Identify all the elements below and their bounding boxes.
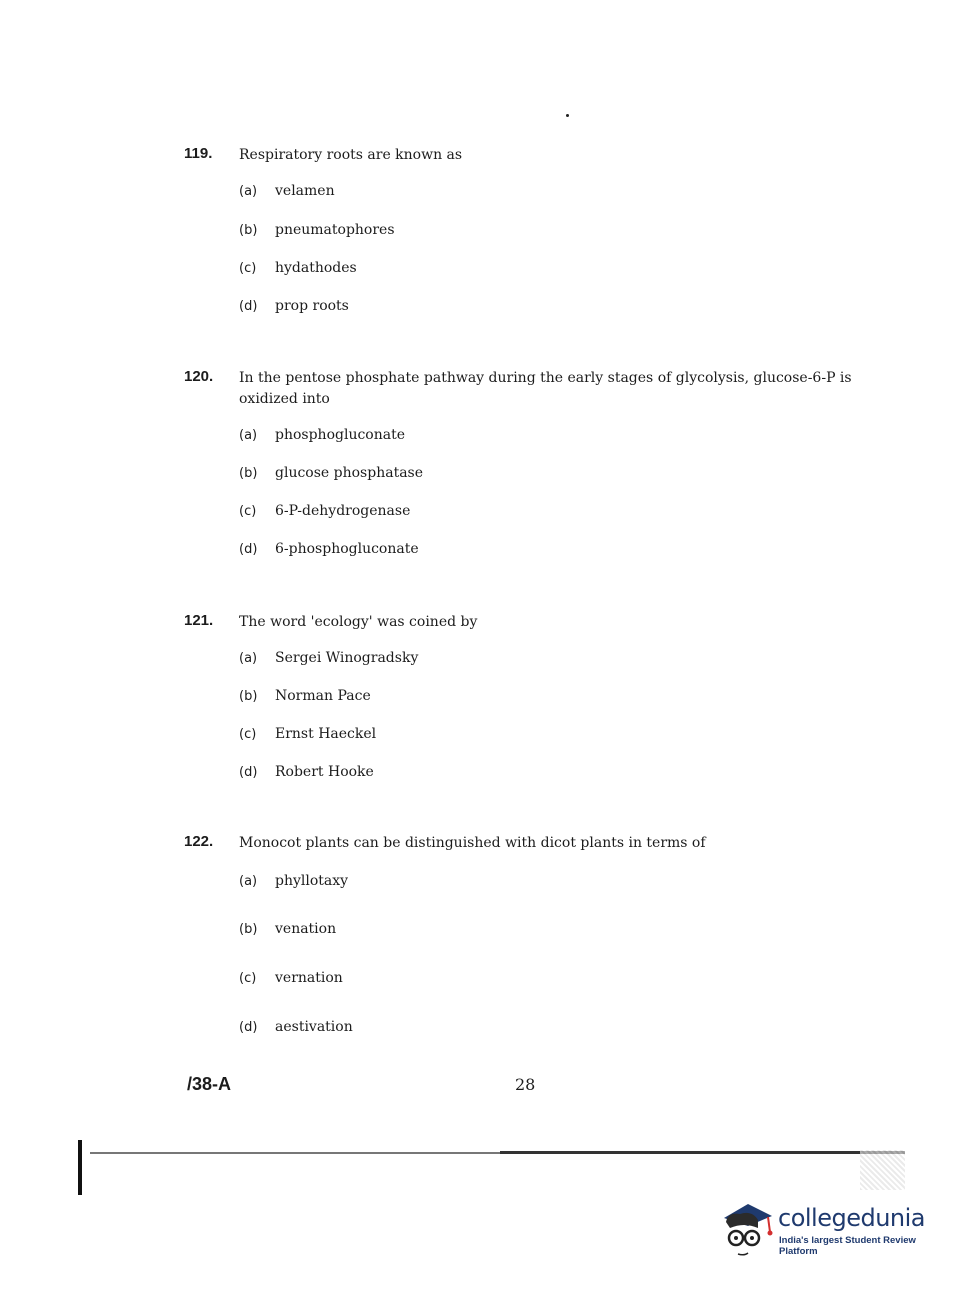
option-letter: (d) (239, 1020, 258, 1035)
option-d (239, 764, 374, 784)
option-text: Norman Pace (275, 688, 371, 704)
brand-name: collegedunia (778, 1204, 926, 1232)
question-text: The word 'ecology' was coined by (239, 614, 478, 630)
question-number: 121. (184, 612, 214, 629)
option-text: phosphogluconate (275, 427, 405, 443)
option-b (239, 921, 336, 941)
option-letter: (b) (239, 466, 258, 481)
option-a (239, 183, 335, 203)
question-number: 122. (184, 833, 214, 850)
option-text: Ernst Haeckel (275, 726, 377, 742)
option-d (239, 1019, 353, 1039)
option-letter: (c) (239, 504, 257, 519)
scan-speck (566, 114, 569, 117)
option-c (239, 726, 376, 746)
option-b (239, 222, 395, 242)
page-number: 28 (515, 1075, 536, 1094)
option-c (239, 970, 343, 990)
option-d (239, 541, 419, 561)
question-number: 119. (184, 145, 213, 162)
option-text: velamen (275, 183, 335, 199)
option-letter: (a) (239, 874, 258, 889)
option-letter: (a) (239, 184, 258, 199)
option-text: venation (275, 921, 337, 937)
brand-tagline: India's largest Student Review Platform (779, 1235, 916, 1257)
option-letter: (b) (239, 922, 258, 937)
option-text: aestivation (275, 1019, 353, 1035)
option-text: 6-P-dehydrogenase (275, 503, 411, 519)
option-d (239, 298, 349, 318)
option-c (239, 260, 357, 280)
option-text: vernation (275, 970, 343, 986)
page-bottom-rule-dark (500, 1151, 905, 1154)
question-text: Monocot plants can be distinguished with dicot plants in terms of (239, 835, 706, 851)
option-a (239, 873, 348, 893)
option-b (239, 688, 371, 708)
option-letter: (d) (239, 299, 258, 314)
question-number: 120. (184, 368, 214, 385)
option-letter: (a) (239, 651, 258, 666)
scan-edge-line (78, 1140, 82, 1195)
mascot-icon (718, 1198, 776, 1256)
option-letter: (c) (239, 971, 257, 986)
option-text: Sergei Winogradsky (275, 650, 419, 666)
option-c (239, 503, 410, 523)
scan-noise (860, 1150, 905, 1190)
option-a (239, 650, 418, 670)
question-text: Respiratory roots are known as (239, 147, 463, 163)
option-text: hydathodes (275, 260, 357, 276)
option-text: glucose phosphatase (275, 465, 424, 481)
option-letter: (d) (239, 542, 258, 557)
question-text: In the pentose phosphate pathway during the early stages of glycolysis, glucose-6-P is oxidized into (239, 370, 852, 407)
option-letter: (c) (239, 261, 257, 276)
option-text: prop roots (275, 298, 349, 314)
option-letter: (c) (239, 727, 257, 742)
option-letter: (a) (239, 428, 258, 443)
collegedunia-logo (718, 1198, 948, 1258)
option-text: pneumatophores (275, 222, 395, 238)
option-text: phyllotaxy (275, 873, 349, 889)
option-letter: (b) (239, 223, 258, 238)
paper-code: /38-A (187, 1074, 232, 1094)
option-letter: (b) (239, 689, 258, 704)
option-b (239, 465, 423, 485)
option-text: 6-phosphogluconate (275, 541, 419, 557)
option-text: Robert Hooke (275, 764, 374, 780)
option-a (239, 427, 405, 447)
option-letter: (d) (239, 765, 258, 780)
